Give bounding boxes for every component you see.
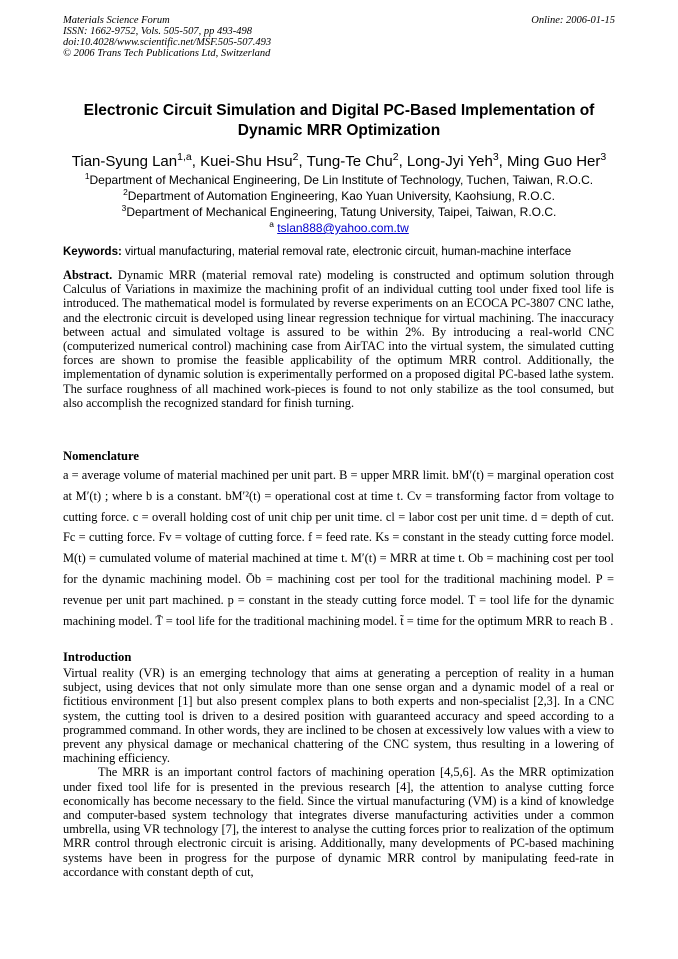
copyright-line: © 2006 Trans Tech Publications Ltd, Switzerland [63, 48, 271, 59]
paper-title [60, 101, 618, 141]
keywords [63, 246, 618, 258]
author: Tian-Syung Lan [71, 153, 178, 170]
online-date: Online: 2006-01-15 [531, 15, 615, 26]
affil-text: Department of Mechanical Engineering, De Lin Institute of Technology, Tuchen, Taiwan, R.O.C. [89, 173, 594, 187]
keywords-text: virtual manufacturing, material removal rate, electronic circuit, human-machine interface [121, 246, 572, 258]
affil-text: Department of Automation Engineering, Kao Yuan University, Kaohsiung, R.O.C. [127, 189, 555, 203]
affil-text: Department of Mechanical Engineering, Tatung University, Taipei, Taiwan, R.O.C. [126, 205, 557, 219]
email-sup: a [269, 219, 274, 229]
author-sep: , [191, 153, 201, 170]
title-line-2: Dynamic MRR Optimization [237, 122, 441, 139]
intro-paragraph-2: The MRR is an important control factors of machining operation [4,5,6]. As the MRR optimization under fixed tool life for is presented in the previous research [4], the attention to analyse cutting force economically has become necessary to the field. Since the virtual manufacturing (VM) is a kind of knowledge and computer-based system technology that integrates diverse manufacturing activities under a common umbrella, using VR technology [7], the interest to analyse the cutting forces prior to realization of the optimum MRR control through electronic circuit is arising. Additionally, many developments of PC-based machining systems have been in progress for the purpose of dynamic MRR control by manipulating feed-rate in accordance with constant depth of cut, [63, 765, 614, 879]
nomenclature-heading: Nomenclature [63, 449, 140, 463]
intro-paragraph-1: Virtual reality (VR) is an emerging technology that aims at generating a perception of reality in a human subject, using devices that not only simulate more than one sense organ and a dynamic model of a real or fictitious environment [1] but also present complex plans to both experts and non-specialist [2,3]. In a CNC system, the cutting tool is driven to a desired position with guaranteed accuracy and speed according to a programmed command. In other words, they are inclined to be chosen at excessively low values with a view to prevent any physical damage or mechanical chattering of the CNC system, thus resulting in a lowering of machining efficiency. [63, 666, 614, 766]
abstract-label: Abstract. [63, 268, 113, 282]
author: Ming Guo Her [507, 153, 601, 170]
author-sup: 1,a [177, 151, 192, 163]
affiliation-1 [40, 172, 638, 188]
email-line [40, 220, 638, 236]
author-sup: 2 [292, 151, 299, 163]
author: Kuei-Shu Hsu [200, 153, 293, 170]
introduction-body [63, 666, 614, 879]
author: Tung-Te Chu [306, 153, 393, 170]
author-sep: , [498, 153, 507, 170]
email-link[interactable]: tslan888@yahoo.com.tw [277, 221, 409, 235]
affiliations [40, 172, 638, 236]
journal-name: Materials Science Forum [63, 15, 170, 26]
doi-line: doi:10.4028/www.scientific.net/MSF.505-507.493 [63, 37, 272, 48]
nomenclature-text: a = average volume of material machined per unit part. B = upper MRR limit. bM′(t) = marginal operation cost at M′(t) ; where b is a constant. bM′²(t) = operational cost at time t. Cv = transforming factor from voltage to cutting force. c = overall holding cost of unit chip per unit time. cl = labor cost per unit time. d = depth of cut. Fc = cutting force. Fv = voltage of cutting force. f = feed rate. Ks = constant in the steady cutting force model. M(t) = cumulated volume of material machined at time t. M′(t) = MRR at time t. Ob = machining cost per tool for the dynamic machining model. Ōb = machining cost per tool for the traditional machining model. P = revenue per unit part machined. p = constant in the steady cutting force model. T = tool life for the dynamic machining model. T̄ = tool life for the traditional machining model. t̃ = time for the optimum MRR to reach B . [63, 468, 614, 628]
abstract [63, 268, 614, 410]
title-line-1: Electronic Circuit Simulation and Digital PC-Based Implementation of [83, 102, 595, 119]
author: Long-Jyi Yeh [406, 153, 493, 170]
issn-line: ISSN: 1662-9752, Vols. 505-507, pp 493-498 [63, 26, 252, 37]
affil-sup: 3 [121, 203, 127, 213]
affil-sup: 2 [123, 187, 128, 197]
affiliation-3 [40, 204, 638, 220]
abstract-text: Dynamic MRR (material removal rate) modeling is constructed and optimum solution through Calculus of Variations in maximize the machining profit of an individual cutting tool under fixed tool life is introduced. The mathematical model is formulated by reverse experiments on an ECOCA PC-3807 CNC lathe, and the electronic circuit is developed using linear regression technique for virtual machining. The inaccuracy between actual and simulated voltage is assured to be within 2%. By introducing a real-world CNC (computerized numerical control) machining case from AirTAC into the virtual system, the simulated cutting forces are shown to promise the feasible applicability of the optimum MRR control. Additionally, the implementation of dynamic solution is experimentally performed on a proposed digital PC-based lathe system. The surface roughness of all machined work-pieces is found to not only stabilize as the tool consumed, but also accomplish the recognized standard for finish turning. [63, 268, 614, 410]
introduction-heading: Introduction [63, 650, 132, 664]
author-sep: , [398, 153, 407, 170]
affiliation-2 [40, 188, 638, 204]
author-sup: 2 [392, 151, 399, 163]
keywords-label: Keywords: [63, 246, 122, 258]
author-sup: 3 [492, 151, 499, 163]
author-list [40, 152, 638, 171]
affil-sup: 1 [84, 171, 90, 181]
journal-header [63, 15, 271, 59]
author-sep: , [298, 153, 307, 170]
author-sup: 3 [600, 151, 607, 163]
